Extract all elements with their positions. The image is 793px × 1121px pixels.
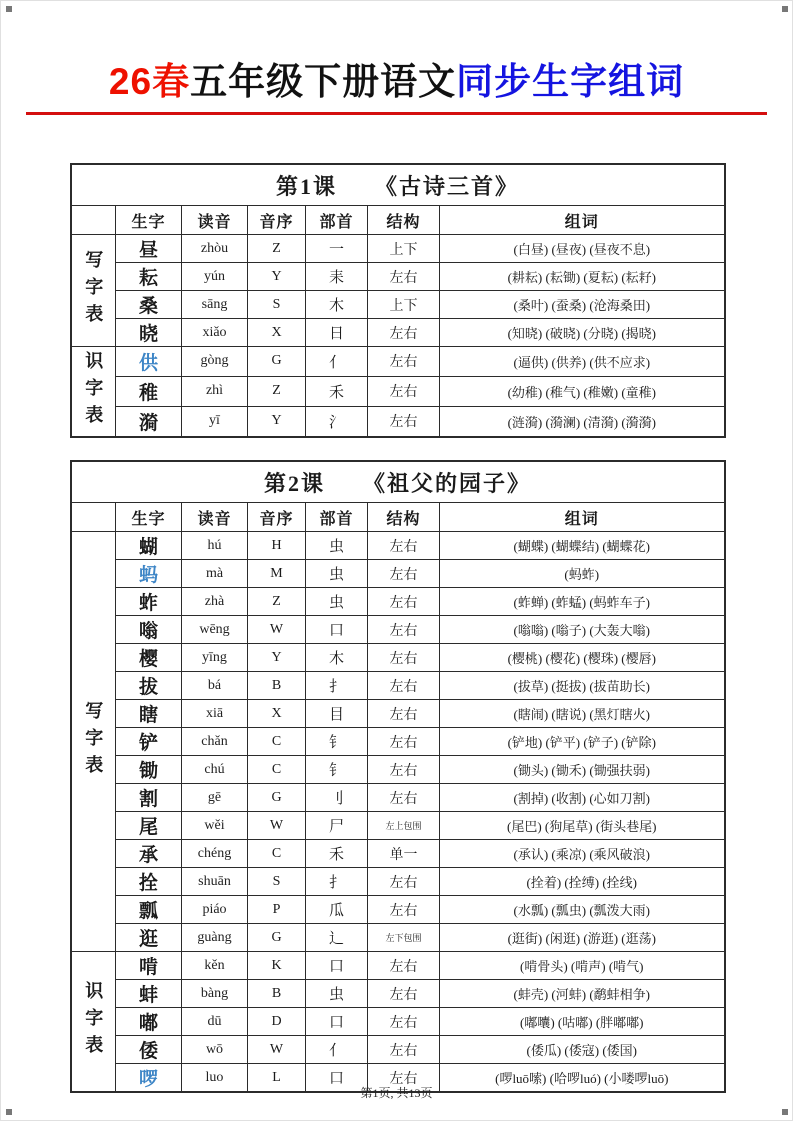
pinyin-cell: gòng: [182, 347, 248, 377]
structure-cell: 左右: [368, 1036, 440, 1064]
pinyin-cell: xiǎo: [182, 319, 248, 347]
structure-cell: 左右: [368, 532, 440, 560]
table-row: [71, 406, 725, 437]
radical-cell: 目: [306, 700, 368, 728]
words-cell: (蚂蚱): [440, 560, 725, 588]
letter-cell: D: [248, 1008, 306, 1036]
char-cell: 锄: [116, 756, 182, 784]
pinyin-cell: guàng: [182, 924, 248, 952]
structure-cell: 左右: [368, 728, 440, 756]
letter-cell: S: [248, 291, 306, 319]
column-header-char: 生字: [116, 206, 182, 235]
char-cell: 拔: [116, 672, 182, 700]
table-row: [71, 263, 725, 291]
words-cell: (嗡嗡) (嗡子) (大轰大嗡): [440, 616, 725, 644]
column-header-words: 组词: [440, 206, 725, 235]
radical-cell: 耒: [306, 263, 368, 291]
letter-cell: W: [248, 812, 306, 840]
page-number: 第1页, 共13页: [360, 1086, 433, 1100]
pinyin-cell: hú: [182, 532, 248, 560]
letter-cell: L: [248, 1064, 306, 1093]
letter-cell: B: [248, 672, 306, 700]
letter-cell: C: [248, 840, 306, 868]
words-cell: (蚱蝉) (蚱蜢) (蚂蚱车子): [440, 588, 725, 616]
corner-mark: [782, 6, 788, 12]
letter-cell: Y: [248, 406, 306, 437]
words-cell: (樱桃) (樱花) (樱珠) (樱唇): [440, 644, 725, 672]
char-cell: 尾: [116, 812, 182, 840]
radical-cell: 尸: [306, 812, 368, 840]
radical-cell: 扌: [306, 672, 368, 700]
radical-cell: 禾: [306, 376, 368, 406]
title-topic: 同步生字组词: [456, 61, 685, 102]
table-row: [71, 980, 725, 1008]
letter-cell: Z: [248, 376, 306, 406]
words-cell: (耕耘) (耘锄) (夏耘) (耘耔): [440, 263, 725, 291]
structure-cell: 左上包围: [368, 812, 440, 840]
letter-cell: M: [248, 560, 306, 588]
structure-cell: 左右: [368, 784, 440, 812]
corner-mark: [6, 6, 12, 12]
letter-cell: W: [248, 1036, 306, 1064]
column-header-structure: 结构: [368, 206, 440, 235]
words-cell: (拔草) (挺拔) (拔苗助长): [440, 672, 725, 700]
letter-cell: G: [248, 784, 306, 812]
structure-cell: 左右: [368, 319, 440, 347]
words-cell: (逼供) (供养) (供不应求): [440, 347, 725, 377]
structure-cell: 左右: [368, 1008, 440, 1036]
radical-cell: 虫: [306, 980, 368, 1008]
radical-cell: 禾: [306, 840, 368, 868]
column-header-radical: 部首: [306, 503, 368, 532]
char-cell: 晓: [116, 319, 182, 347]
words-cell: (倭瓜) (倭寇) (倭国): [440, 1036, 725, 1064]
radical-cell: 口: [306, 1064, 368, 1093]
page-title: [0, 0, 793, 104]
letter-cell: P: [248, 896, 306, 924]
table-row: [71, 616, 725, 644]
char-cell: 嗡: [116, 616, 182, 644]
table-row: [71, 588, 725, 616]
structure-cell: 左右: [368, 1064, 440, 1093]
lesson-name: 《祖父的园子》: [363, 470, 532, 496]
letter-cell: Y: [248, 263, 306, 291]
lesson-2-table: [70, 460, 724, 1093]
structure-cell: 左右: [368, 672, 440, 700]
column-header-letter: 音序: [248, 503, 306, 532]
char-cell: 昼: [116, 235, 182, 263]
structure-cell: 左右: [368, 952, 440, 980]
pinyin-cell: luo: [182, 1064, 248, 1093]
words-cell: (水瓢) (瓢虫) (瓢泼大雨): [440, 896, 725, 924]
char-cell: 稚: [116, 376, 182, 406]
radical-cell: 木: [306, 644, 368, 672]
char-cell: 瓢: [116, 896, 182, 924]
group-label: 识字表: [71, 952, 116, 1093]
vocab-table-lesson-1: [70, 163, 726, 438]
table-row: [71, 644, 725, 672]
char-cell: 供: [116, 347, 182, 377]
structure-cell: 左下包围: [368, 924, 440, 952]
lesson-1-table: [70, 163, 724, 438]
table-row: [71, 756, 725, 784]
char-cell: 啃: [116, 952, 182, 980]
radical-cell: 虫: [306, 560, 368, 588]
words-cell: (锄头) (锄禾) (锄强扶弱): [440, 756, 725, 784]
pinyin-cell: piáo: [182, 896, 248, 924]
structure-cell: 左右: [368, 868, 440, 896]
radical-cell: 亻: [306, 347, 368, 377]
words-cell: (蝴蝶) (蝴蝶结) (蝴蝶花): [440, 532, 725, 560]
letter-cell: G: [248, 347, 306, 377]
char-cell: 铲: [116, 728, 182, 756]
letter-cell: K: [248, 952, 306, 980]
words-cell: (知晓) (破晓) (分晓) (揭晓): [440, 319, 725, 347]
column-header-pinyin: 读音: [182, 503, 248, 532]
structure-cell: 左右: [368, 756, 440, 784]
words-cell: (铲地) (铲平) (铲子) (铲除): [440, 728, 725, 756]
table-row: [71, 840, 725, 868]
pinyin-cell: wěi: [182, 812, 248, 840]
structure-cell: 左右: [368, 644, 440, 672]
structure-cell: 单一: [368, 840, 440, 868]
table-row: [71, 672, 725, 700]
char-cell: 蚱: [116, 588, 182, 616]
pinyin-cell: zhòu: [182, 235, 248, 263]
char-cell: 啰: [116, 1064, 182, 1093]
pinyin-cell: chéng: [182, 840, 248, 868]
radical-cell: 口: [306, 952, 368, 980]
radical-cell: 虫: [306, 588, 368, 616]
char-cell: 割: [116, 784, 182, 812]
letter-cell: W: [248, 616, 306, 644]
table-row: [71, 1036, 725, 1064]
char-cell: 倭: [116, 1036, 182, 1064]
pinyin-cell: yīng: [182, 644, 248, 672]
column-header-pinyin: 读音: [182, 206, 248, 235]
group-label: 写字表: [71, 532, 116, 952]
table-row: [71, 728, 725, 756]
pinyin-cell: zhì: [182, 376, 248, 406]
group-column-header: [71, 206, 116, 235]
structure-cell: 左右: [368, 616, 440, 644]
group-column-header: [71, 503, 116, 532]
structure-cell: 左右: [368, 980, 440, 1008]
table-row: [71, 376, 725, 406]
table-row: [71, 784, 725, 812]
letter-cell: Z: [248, 588, 306, 616]
pinyin-cell: yún: [182, 263, 248, 291]
structure-cell: 左右: [368, 700, 440, 728]
column-header-letter: 音序: [248, 206, 306, 235]
table-row: [71, 319, 725, 347]
table-row: [71, 700, 725, 728]
radical-cell: 瓜: [306, 896, 368, 924]
lesson-title: [71, 461, 725, 503]
letter-cell: H: [248, 532, 306, 560]
structure-cell: 左右: [368, 896, 440, 924]
pinyin-cell: wō: [182, 1036, 248, 1064]
pinyin-cell: chú: [182, 756, 248, 784]
column-header-radical: 部首: [306, 206, 368, 235]
radical-cell: 刂: [306, 784, 368, 812]
char-cell: 蚌: [116, 980, 182, 1008]
letter-cell: X: [248, 319, 306, 347]
structure-cell: 左右: [368, 347, 440, 377]
structure-cell: 上下: [368, 291, 440, 319]
column-header-structure: 结构: [368, 503, 440, 532]
words-cell: (啃骨头) (啃声) (啃气): [440, 952, 725, 980]
char-cell: 漪: [116, 406, 182, 437]
structure-cell: 左右: [368, 263, 440, 291]
table-row: [71, 812, 725, 840]
letter-cell: B: [248, 980, 306, 1008]
table-row: [71, 235, 725, 263]
lesson-number: 第1课: [276, 173, 338, 199]
title-divider: [26, 112, 767, 115]
letter-cell: X: [248, 700, 306, 728]
table-row: [71, 347, 725, 377]
letter-cell: C: [248, 756, 306, 784]
group-label: 识字表: [71, 347, 116, 438]
pinyin-cell: sāng: [182, 291, 248, 319]
group-label: 写字表: [71, 235, 116, 347]
pinyin-cell: mà: [182, 560, 248, 588]
char-cell: 樱: [116, 644, 182, 672]
column-header-char: 生字: [116, 503, 182, 532]
char-cell: 逛: [116, 924, 182, 952]
table-title-row: [71, 461, 725, 503]
char-cell: 瞎: [116, 700, 182, 728]
pinyin-cell: bàng: [182, 980, 248, 1008]
radical-cell: 辶: [306, 924, 368, 952]
char-cell: 耘: [116, 263, 182, 291]
radical-cell: 扌: [306, 868, 368, 896]
radical-cell: 日: [306, 319, 368, 347]
table-row: [71, 868, 725, 896]
pinyin-cell: wēng: [182, 616, 248, 644]
lesson-number: 第2课: [264, 470, 326, 496]
letter-cell: G: [248, 924, 306, 952]
radical-cell: 一: [306, 235, 368, 263]
structure-cell: 上下: [368, 235, 440, 263]
column-header-words: 组词: [440, 503, 725, 532]
pinyin-cell: shuān: [182, 868, 248, 896]
table-title-row: [71, 164, 725, 206]
title-grade: 五年级下册语文: [190, 61, 457, 102]
words-cell: (逛街) (闲逛) (游逛) (逛荡): [440, 924, 725, 952]
pinyin-cell: dū: [182, 1008, 248, 1036]
words-cell: (瞎闹) (瞎说) (黑灯瞎火): [440, 700, 725, 728]
pinyin-cell: zhà: [182, 588, 248, 616]
table-header-row: [71, 503, 725, 532]
table-header-row: [71, 206, 725, 235]
table-row: [71, 924, 725, 952]
words-cell: (蚌壳) (河蚌) (鹬蚌相争): [440, 980, 725, 1008]
radical-cell: 口: [306, 616, 368, 644]
table-row: [71, 560, 725, 588]
structure-cell: 左右: [368, 588, 440, 616]
lesson-name: 《古诗三首》: [375, 173, 520, 199]
words-cell: (涟漪) (漪澜) (清漪) (漪漪): [440, 406, 725, 437]
structure-cell: 左右: [368, 376, 440, 406]
words-cell: (尾巴) (狗尾草) (街头巷尾): [440, 812, 725, 840]
corner-mark: [782, 1109, 788, 1115]
words-cell: (白昼) (昼夜) (昼夜不息): [440, 235, 725, 263]
radical-cell: 虫: [306, 532, 368, 560]
letter-cell: C: [248, 728, 306, 756]
radical-cell: 钅: [306, 756, 368, 784]
char-cell: 嘟: [116, 1008, 182, 1036]
corner-mark: [6, 1109, 12, 1115]
pinyin-cell: bá: [182, 672, 248, 700]
letter-cell: Y: [248, 644, 306, 672]
lesson-title: [71, 164, 725, 206]
words-cell: (承认) (乘凉) (乘风破浪): [440, 840, 725, 868]
words-cell: (嘟囔) (咕嘟) (胖嘟嘟): [440, 1008, 725, 1036]
title-edition: 26春: [108, 61, 191, 102]
table-row: [71, 952, 725, 980]
words-cell: (拴着) (拴缚) (拴线): [440, 868, 725, 896]
pinyin-cell: yī: [182, 406, 248, 437]
letter-cell: Z: [248, 235, 306, 263]
words-cell: (啰luō嗦) (哈啰luó) (小喽啰luō): [440, 1064, 725, 1093]
structure-cell: 左右: [368, 406, 440, 437]
table-row: [71, 1008, 725, 1036]
letter-cell: S: [248, 868, 306, 896]
radical-cell: 氵: [306, 406, 368, 437]
radical-cell: 亻: [306, 1036, 368, 1064]
char-cell: 桑: [116, 291, 182, 319]
pinyin-cell: kěn: [182, 952, 248, 980]
words-cell: (桑叶) (蚕桑) (沧海桑田): [440, 291, 725, 319]
char-cell: 拴: [116, 868, 182, 896]
words-cell: (幼稚) (稚气) (稚嫩) (童稚): [440, 376, 725, 406]
words-cell: (割掉) (收割) (心如刀割): [440, 784, 725, 812]
pinyin-cell: xiā: [182, 700, 248, 728]
pinyin-cell: chǎn: [182, 728, 248, 756]
table-row: [71, 896, 725, 924]
table-row: [71, 291, 725, 319]
vocab-table-lesson-2: [70, 460, 726, 1093]
radical-cell: 钅: [306, 728, 368, 756]
char-cell: 蝴: [116, 532, 182, 560]
page-footer: [0, 1084, 793, 1101]
radical-cell: 木: [306, 291, 368, 319]
char-cell: 承: [116, 840, 182, 868]
table-row: [71, 532, 725, 560]
pinyin-cell: gē: [182, 784, 248, 812]
radical-cell: 口: [306, 1008, 368, 1036]
char-cell: 蚂: [116, 560, 182, 588]
structure-cell: 左右: [368, 560, 440, 588]
